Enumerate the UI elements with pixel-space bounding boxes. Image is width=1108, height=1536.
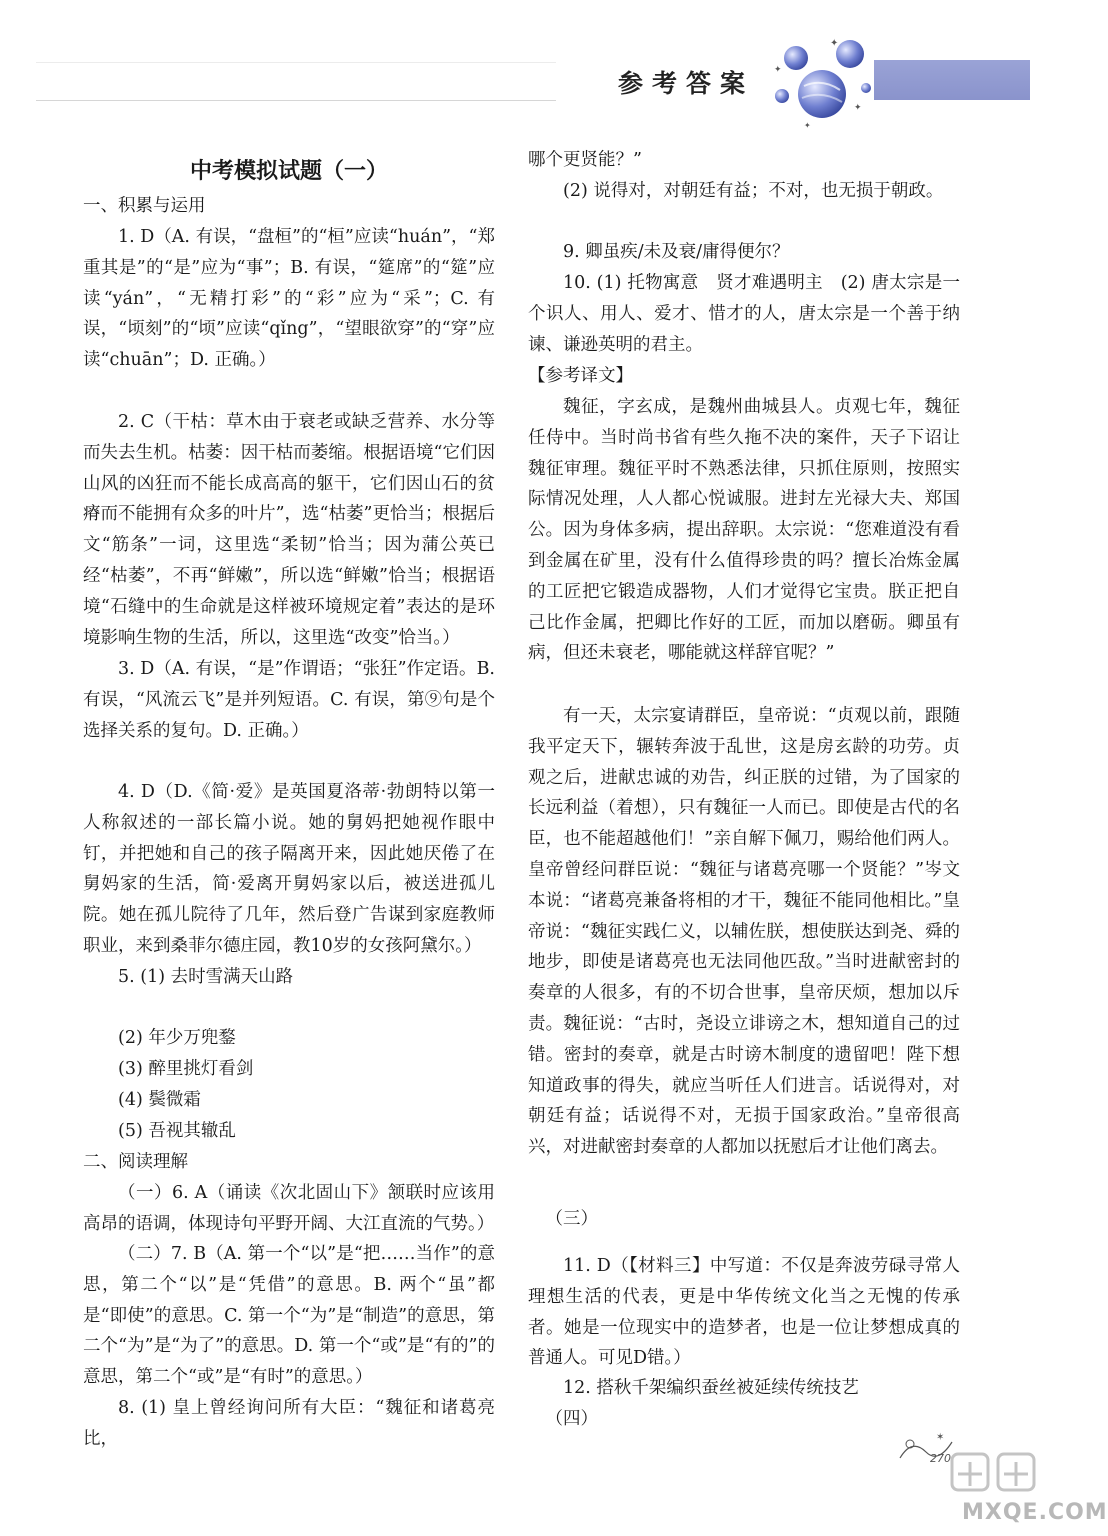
answer-3: 3. D（A. 有误，“是”作谓语；“张狂”作定语。B. 有误，“风流云飞”是并列短语。C. 有误，第⑨句是个选择关系的复句。D. 正确。）: [83, 659, 495, 741]
answer-8-cont: 哪个更贤能？”: [528, 150, 642, 170]
answer-5-1: 5. (1) 去时雪满天山路: [118, 967, 294, 987]
subsection-marker: （三）: [545, 1209, 598, 1229]
answer-5-2: (2) 年少万兜鍪: [118, 1028, 236, 1048]
answer-11: 11. D（【材料三】中写道：不仅是奔波劳碌寻常人理想生活的代表，更是中华传统文化当之无愧的传承者。她是一位现实中的造梦者，也是一位让梦想成真的普通人。可见D错。）: [528, 1256, 960, 1369]
header-title: 参考答案: [618, 69, 755, 98]
header-bar: [874, 60, 1030, 100]
answer-2: 2. C（干枯：草木由于衰老或缺乏营养、水分等而失去生机。枯萎：因干枯而萎缩。根据语境“它们因山风的凶狂而不能长成高高的躯干，它们因山石的贫瘠而不能拥有众多的叶片”，选“枯萎”更恰当；根据后文“筋条”一词，这里选“柔韧”恰当；因为蒲公英已经“枯萎”，不再“鲜嫩”，所以选“鲜嫩”恰当；根据语境“石缝中的生命就是这样被环境规定着”表达的是环境影响生物的生活，所以，这里选“改变”恰当。）: [83, 412, 495, 648]
section-heading: 二、阅读理解: [83, 1152, 188, 1172]
answer-9: 9. 卿虽疾/未及衰/庸得便尔？: [563, 242, 790, 262]
translation-paragraph-1: 魏征，字玄成，是魏州曲城县人。贞观七年，魏征任侍中。当时尚书省有些久拖不决的案件，天子下诏让魏征审理。魏征平时不熟悉法律，只抓住原则，按照实际情况处理，人人都心悦诚服。进封左光禄大夫、郑国公。因为身体多病，提出辞职。太宗说：“您难道没有看到金属在矿里，没有什么值得珍贵的吗？擅长冶炼金属的工匠把它锻造成器物，人们才觉得它宝贵。朕正把自己比作金属，把卿比作好的工匠，而加以磨砺。卿虽有病，但还未衰老，哪能就这样辞官呢？”: [528, 397, 960, 664]
answer-8: 8. (1) 皇上曾经询问所有大臣：“魏征和诸葛亮比，: [83, 1398, 495, 1449]
svg-text:✦: ✦: [804, 121, 811, 130]
header-rule-top: [36, 62, 556, 63]
answer-4: 4. D（D.《简·爱》是英国夏洛蒂·勃朗特以第一人称叙述的一部长篇小说。她的舅妈把她视作眼中钉，并把她和自己的孩子隔离开来，因此她厌倦了在舅妈家的生活，简·爱离开舅妈家以后，被送进孤儿院。她在孤儿院待了几年，然后登广告谋到家庭教师职业，来到桑菲尔德庄园，教10岁的女孩阿黛尔。）: [83, 782, 495, 956]
watermark-text: MXQE.COM: [962, 1500, 1108, 1525]
answer-7: （二）7. B（A. 第一个“以”是“把……当作”的意思，第二个“以”是“凭借”的意思。B. 两个“虽”都是“即使”的意思。C. 第一个“为”是“制造”的意思，第二个“为”是“为了”的意思。D. 第一个“或”是“有的”的意思，第二个“或”是“有时”的意思。）: [83, 1244, 495, 1388]
answer-8-2: (2) 说得对，对朝廷有益；不对，也无损于朝政。: [563, 181, 944, 201]
subsection-marker: （四）: [545, 1409, 598, 1429]
svg-text:✦: ✦: [774, 65, 782, 75]
answer-5-4: (4) 鬓微霜: [118, 1090, 201, 1110]
planet-balls-icon: [770, 36, 882, 132]
answer-5-5: (5) 吾视其辙乱: [118, 1121, 236, 1141]
answer-6: （一）6. A（诵读《次北固山下》颔联时应该用高昂的语调，体现诗句平野开阔、大江直流的气势。）: [83, 1183, 495, 1234]
translation-heading: 【参考译文】: [528, 366, 633, 386]
answer-12: 12. 搭秋千架编织蚕丝被延续传统技艺: [563, 1378, 859, 1398]
svg-text:✦: ✦: [830, 38, 839, 49]
header-rule: [36, 100, 556, 101]
svg-text:✶: ✶: [936, 1432, 945, 1443]
translation-paragraph-2: 有一天，太宗宴请群臣，皇帝说：“贞观以前，跟随我平定天下，辗转奔波于乱世，这是房玄龄的功劳。贞观之后，进献忠诚的劝告，纠正朕的过错，为了国家的长远利益（着想），只有魏征一人而已。即使是古代的名臣，也不能超越他们！”亲自解下佩刀，赐给他们两人。皇帝曾经问群臣说：“魏征与诸葛亮哪一个贤能？”岑文本说：“诸葛亮兼备将相的才干，魏征不能同他相比。”皇帝说：“魏征实践仁义，以辅佐朕，想使朕达到尧、舜的地步，即使是诸葛亮也无法同他匹敌。”当时进献密封的奏章的人很多，有的不切合世事，皇帝厌烦，想加以斥责。魏征说：“古时，尧设立诽谤之木，想知道自己的过错。密封的奏章，就是古时谤木制度的遗留吧！陛下想知道政事的得失，就应当听任人们进言。话说得对，对朝廷有益；话说得不对，无损于国家政治。”皇帝很高兴，对进献密封奏章的人都加以抚慰后才让他们离去。: [528, 706, 960, 1158]
answer-1: 1. D（A. 有误，“盘桓”的“桓”应读“huán”，“郑重其是”的“是”应为“事”；B. 有误，“筵席”的“筵”应读“yán”，“无精打彩”的“彩”应为“采”；C. 有误，“顷刻”的“顷”应读“qǐng”，“望眼欲穿”的“穿”应读“chuān”；D. 正确。）: [83, 227, 495, 371]
answer-10: 10. (1) 托物寓意 贤才难遇明主 (2) 唐太宗是一个识人、用人、爱才、惜才的人，唐太宗是一个善于纳谏、谦逊英明的君主。: [528, 273, 960, 355]
page-title: 中考模拟试题（一）: [189, 158, 388, 184]
answer-5-3: (3) 醉里挑灯看剑: [118, 1059, 254, 1079]
section-heading: 一、积累与运用: [83, 196, 206, 216]
svg-text:✦: ✦: [854, 103, 862, 113]
page-number: 270: [930, 1452, 951, 1465]
